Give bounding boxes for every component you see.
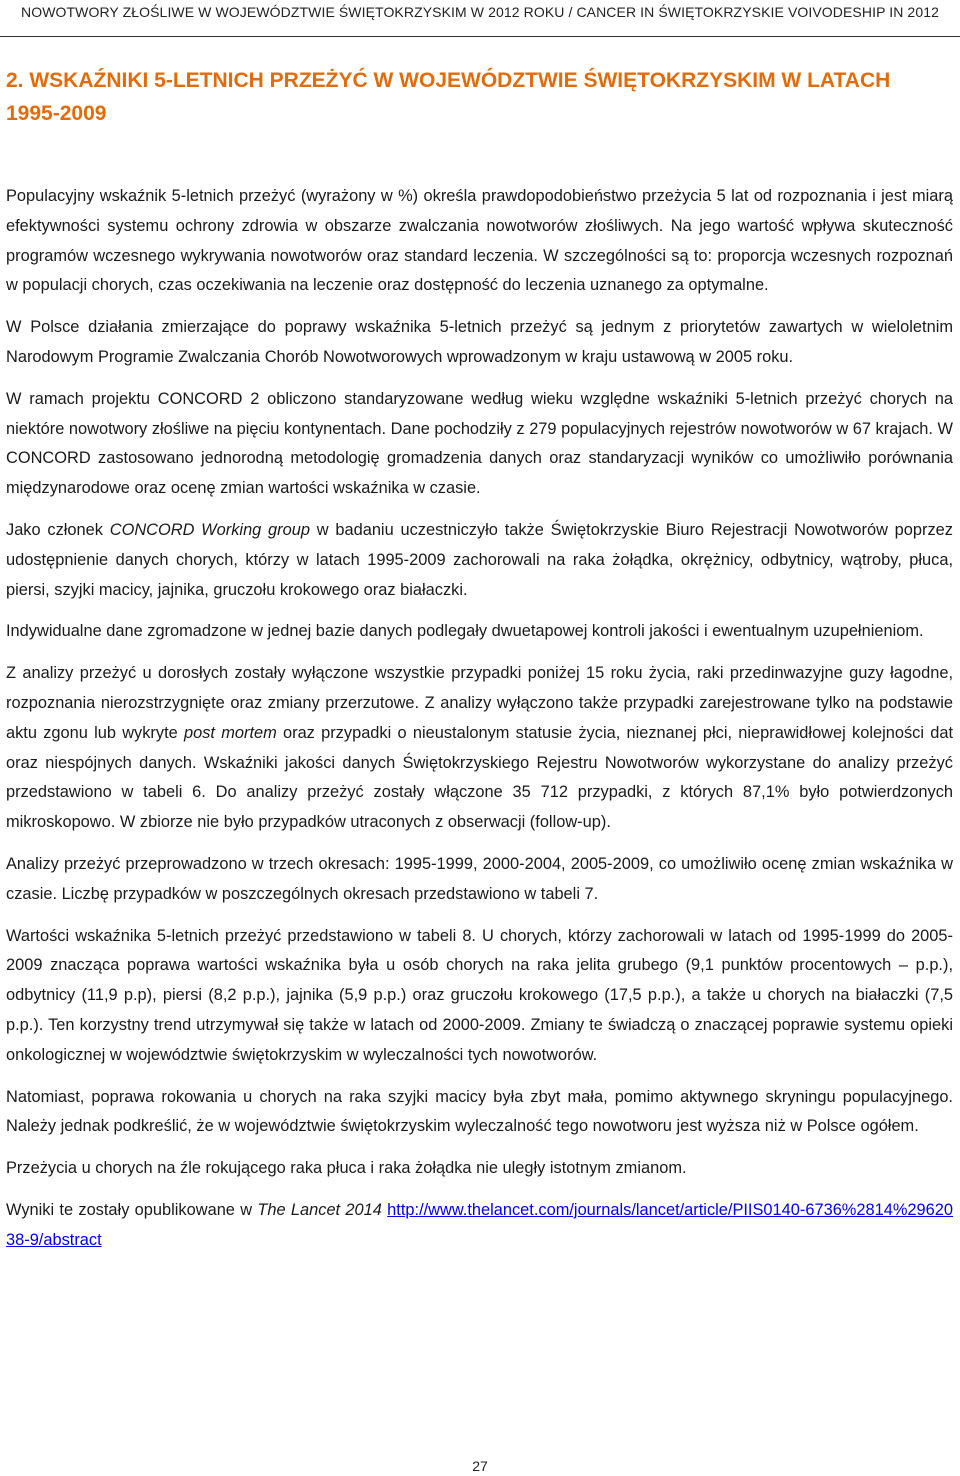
- page-number: 27: [472, 1458, 488, 1474]
- paragraph-concord-2: W ramach projektu CONCORD 2 obliczono standaryzowane według wieku względne wskaźniki 5-letnich przeżyć chorych na niektóre nowotwory złośliwe na pięciu kontynentach. Dane pochodziły z 279 populacyjnych rejestrów nowotworów w 67 krajach. W CONCORD zastosowano jednorodną metodologię gromadzenia danych oraz standaryzacji wyników co umożliwiło porównania międzynarodowe oraz ocenę zmian wartości wskaźnika w czasie.: [6, 389, 953, 498]
- header-divider: [0, 36, 960, 37]
- paragraph-text: Jako członek: [6, 520, 110, 539]
- paragraph-results: Wartości wskaźnika 5-letnich przeżyć przedstawiono w tabeli 8. U chorych, którzy zachorowali w latach od 1995-1999 do 2005-2009 znacząca poprawa wartości wskaźnika była u osób chorych na raka jelita grubego (9,1 punktów procentowych – p.p.), odbytnicy (11,9 p.p), piersi (8,2 p.p.), jajnika (5,9 p.p.) oraz gruczołu krokowego (17,5 p.p.), a także u chorych na białaczki (7,5 p.p.). Ten korzystny trend utrzymywał się także w latach od 2000-2009. Zmiany te świadczą o znaczącej poprawie systemu opieki onkologicznej w województwie świętokrzyskim w wyleczalności tych nowotworów.: [6, 926, 953, 1064]
- paragraph-cervical-cancer: Natomiast, poprawa rokowania u chorych na raka szyjki macicy była zbyt mała, pomimo aktywnego skryningu populacyjnego. Należy jednak podkreślić, że w województwie świętokrzyskim wyleczalność tego nowotworu jest wyższa niż w Polsce ogółem.: [6, 1087, 953, 1136]
- paragraph-survival-definition: Populacyjny wskaźnik 5-letnich przeżyć (wyrażony w %) określa prawdopodobieństwo przeżycia 5 lat od rozpoznania i jest miarą efektywności systemu ochrony zdrowia w obszarze zwalczania nowotworów złośliwych. Na jego wartość wpływa skuteczność programów wczesnego wykrywania nowotworów oraz standard leczenia. W szczególności są to: proporcja wczesnych rozpoznań w populacji chorych, czas oczekiwania na leczenie oraz dostępność do leczenia uznanego za optymalne.: [6, 187, 953, 295]
- body-text: [6, 182, 953, 1268]
- paragraph-text: oraz przypadki o nieustalonym statusie życia, nieznanej płci, nieprawidłowej kolejności dat oraz niespójnych danych. Wskaźniki jakości danych Świętokrzyskiego Rejestru Nowotworów wykorzystane do analizy przeżyć przedstawiono w tabeli 6. Do analizy przeżyć zostały włączone 35 712 przypadki, z których 87,1% było potwierdzonych mikroskopowo. W zbiorze nie było przypadków utraconych z obserwacji (follow-up).: [6, 723, 953, 832]
- paragraph-publication: [6, 1196, 953, 1256]
- paragraph-periods: Analizy przeżyć przeprowadzono w trzech okresach: 1995-1999, 2000-2004, 2005-2009, co umożliwiło ocenę zmian wskaźnika w czasie. Liczbę przypadków w poszczególnych okresach przedstawiono w tabeli 7.: [6, 854, 953, 903]
- paragraph-text: Z analizy przeżyć u dorosłych zostały wyłączone wszystkie przypadki poniżej 15 roku życia, raki przedinwazyjne guzy łagodne, rozpoznania nierozstrzygnięte oraz zmiany przerzutowe. Z analizy wyłączono także przypadki zarejestrowane tylko na podstawie aktu zgonu lub wykryte: [6, 664, 953, 742]
- running-header: NOWOTWORY ZŁOŚLIWE W WOJEWÓDZTWIE ŚWIĘTOKRZYSKIM W 2012 ROKU / CANCER IN ŚWIĘTOKRZYSKIE VOIVODESHIP IN 2012: [21, 4, 939, 20]
- lancet-article-link[interactable]: http://www.thelancet.com/journals/lancet/article/PIIS0140-6736%2814%2962038-9/abstract: [6, 1200, 953, 1249]
- paragraph-quality-control: Indywidualne dane zgromadzone w jednej bazie danych podlegały dwuetapowej kontroli jakości i ewentualnym uzupełnieniom.: [6, 622, 924, 641]
- paragraph-lung-stomach: Przeżycia u chorych na źle rokującego raka płuca i raka żołądka nie uległy istotnym zmianom.: [6, 1159, 687, 1178]
- paragraph-text: Wyniki te zostały opublikowane w: [6, 1200, 258, 1219]
- section-title: 2. WSKAŹNIKI 5-LETNICH PRZEŻYĆ W WOJEWÓDZTWIE ŚWIĘTOKRZYSKIM W LATACH 1995-2009: [6, 69, 891, 125]
- paragraph-concord-membership: [6, 516, 953, 605]
- post-mortem-term: post mortem: [184, 723, 277, 742]
- paragraph-exclusions: [6, 659, 953, 838]
- concord-group-name: CONCORD Working group: [109, 520, 310, 539]
- journal-name: The Lancet 2014: [257, 1200, 382, 1219]
- paragraph-national-program: W Polsce działania zmierzające do poprawy wskaźnika 5-letnich przeżyć są jednym z priorytetów zawartych w wieloletnim Narodowym Programie Zwalczania Chorób Nowotworowych wprowadzonym w kraju ustawową w 2005 roku.: [6, 318, 953, 366]
- paragraph-text: w badaniu uczestniczyło także Świętokrzyskie Biuro Rejestracji Nowotworów poprzez udostępnienie danych chorych, którzy w latach 1995-2009 zachorowali na raka żołądka, okrężnicy, odbytnicy, wątroby, płuca, piersi, szyjki macicy, jajnika, gruczołu krokowego oraz białaczki.: [6, 520, 953, 599]
